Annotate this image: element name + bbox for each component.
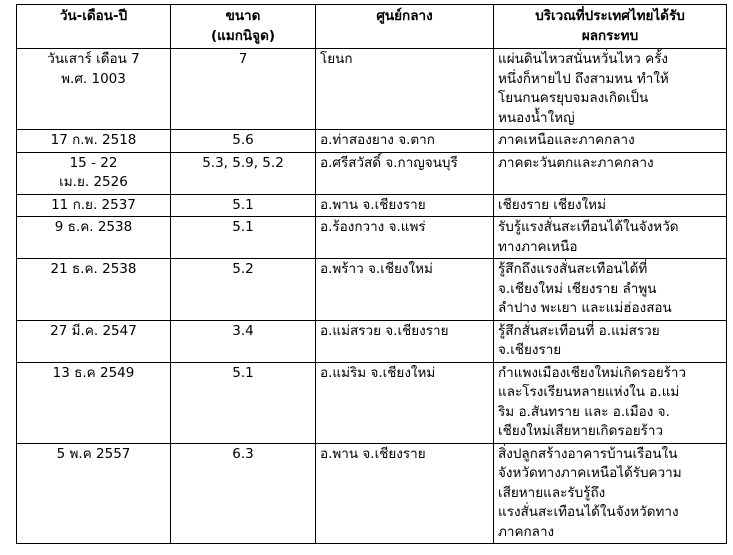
cell-line: 11 ก.ย. 2537	[51, 196, 136, 213]
header-magnitude-line1: ขนาด	[225, 8, 261, 24]
cell-line: ทางภาคเหนือ	[498, 238, 578, 255]
table-row	[17, 49, 727, 130]
affected-cell	[494, 130, 727, 153]
header-epicenter: ศูนย์กลาง	[316, 5, 494, 49]
epicenter-cell: อ.ท่าสองยาง จ.ตาก	[316, 130, 494, 153]
cell-line: 27 มี.ค. 2547	[50, 322, 137, 339]
cell-line: 9 ธ.ค. 2538	[54, 219, 133, 235]
table-row	[17, 194, 727, 217]
date-cell	[17, 259, 171, 321]
cell-line: ลำปาง พะเยา และแม่ฮ่องสอน	[498, 300, 672, 316]
cell-line: รู้สึกถึงแรงสั่นสะเทือนได้ที่	[498, 261, 648, 277]
date-cell	[17, 443, 171, 544]
cell-line: พ.ศ. 1003	[61, 70, 126, 87]
cell-line: ภาคตะวันตกและภาคกลาง	[498, 154, 654, 171]
table-row	[17, 259, 727, 321]
magnitude-cell: 5.1	[171, 362, 316, 443]
cell-line: แผ่นดินไหวสนั่นหวั่นไหว ครั้ง	[498, 51, 668, 67]
cell-line: และโรงเรียนหลายแห่งใน อ.แม่	[498, 384, 680, 400]
header-magnitude	[171, 5, 316, 49]
affected-cell	[494, 49, 727, 130]
cell-line: วันเสาร์ เดือน 7	[47, 51, 140, 67]
epicenter-cell: อ.พาน จ.เชียงราย	[316, 194, 494, 217]
cell-line: โยนกนครยุบจมลงเกิดเป็น	[498, 90, 649, 106]
header-affected	[494, 5, 727, 49]
magnitude-cell: 5.3, 5.9, 5.2	[171, 152, 316, 194]
magnitude-cell: 6.3	[171, 443, 316, 544]
cell-line: รับรู้แรงสั่นสะเทือนได้ในจังหวัด	[498, 219, 679, 235]
cell-line: 15 - 22	[69, 154, 118, 171]
date-cell	[17, 217, 171, 259]
cell-line: จ.เชียงใหม่ เชียงราย ลำพูน	[498, 280, 657, 297]
cell-line: หนึ่งก็หายไป ถึงสามหน ทำให้	[498, 70, 669, 87]
cell-line: 17 ก.พ. 2518	[50, 132, 137, 148]
table-row	[17, 443, 727, 544]
epicenter-cell: อ.ศรีสวัสดิ์ จ.กาญจนบุรี	[316, 152, 494, 194]
table-header-row	[17, 5, 727, 49]
cell-line: จังหวัดทางภาคเหนือได้รับความ	[498, 465, 682, 481]
epicenter-cell: อ.ร้องกวาง จ.แพร่	[316, 217, 494, 259]
date-cell	[17, 194, 171, 217]
cell-line: จ.เชียงราย	[498, 342, 562, 358]
cell-line: ริม อ.สันทราย และ อ.เมือง จ.	[498, 403, 670, 420]
cell-line: กำแพงเมืองเชียงใหม่เกิดรอยร้าว	[498, 364, 687, 381]
epicenter-cell: อ.พร้าว จ.เชียงใหม่	[316, 259, 494, 321]
date-cell	[17, 130, 171, 153]
affected-cell	[494, 152, 727, 194]
cell-line: ภาคเหนือและภาคกลาง	[498, 132, 635, 148]
cell-line: เม.ย. 2526	[59, 174, 128, 190]
cell-line: 21 ธ.ค. 2538	[50, 261, 137, 277]
affected-cell	[494, 362, 727, 443]
header-affected-line1: บริเวณที่ประเทศไทยได้รับ	[535, 8, 685, 24]
cell-line: 13 ธ.ค 2549	[52, 364, 135, 381]
table-row	[17, 130, 727, 153]
date-cell	[17, 320, 171, 362]
header-magnitude-line2: (แมกนิจูด)	[210, 27, 276, 44]
cell-line: หนองน้ำใหญ่	[498, 109, 575, 126]
date-cell	[17, 49, 171, 130]
magnitude-cell: 7	[171, 49, 316, 130]
epicenter-cell: อ.แม่สรวย จ.เชียงราย	[316, 320, 494, 362]
affected-cell	[494, 443, 727, 544]
magnitude-cell: 5.1	[171, 217, 316, 259]
cell-line: แรงสั่นสะเทือนได้ในจังหวัดทาง	[498, 504, 679, 520]
cell-line: เสียหายและรับรู้ถึง	[498, 484, 606, 501]
epicenter-cell: อ.แม่ริม จ.เชียงใหม่	[316, 362, 494, 443]
date-cell	[17, 362, 171, 443]
epicenter-cell: โยนก	[316, 49, 494, 130]
cell-line: ภาคกลาง	[498, 523, 555, 540]
cell-line: เชียงใหม่เสียหายเกิดรอยร้าว	[498, 423, 664, 439]
cell-line: เชียงราย เชียงใหม่	[498, 196, 606, 213]
table-row	[17, 217, 727, 259]
table-row	[17, 362, 727, 443]
affected-cell	[494, 194, 727, 217]
date-cell	[17, 152, 171, 194]
earthquake-table	[16, 4, 727, 544]
header-date: วัน-เดือน-ปี	[17, 5, 171, 49]
table-row	[17, 320, 727, 362]
cell-line: สิ่งปลูกสร้างอาคารบ้านเรือนใน	[498, 445, 678, 462]
magnitude-cell: 5.6	[171, 130, 316, 153]
magnitude-cell: 5.2	[171, 259, 316, 321]
table-row	[17, 152, 727, 194]
header-affected-line2: ผลกระทบ	[581, 27, 639, 44]
affected-cell	[494, 259, 727, 321]
magnitude-cell: 5.1	[171, 194, 316, 217]
table-body	[17, 49, 727, 544]
magnitude-cell: 3.4	[171, 320, 316, 362]
cell-line: รู้สึกสั่นสะเทือนที่ อ.แม่สรวย	[498, 322, 660, 339]
epicenter-cell: อ.พาน จ.เชียงราย	[316, 443, 494, 544]
cell-line: 5 พ.ค 2557	[56, 445, 131, 462]
affected-cell	[494, 217, 727, 259]
affected-cell	[494, 320, 727, 362]
